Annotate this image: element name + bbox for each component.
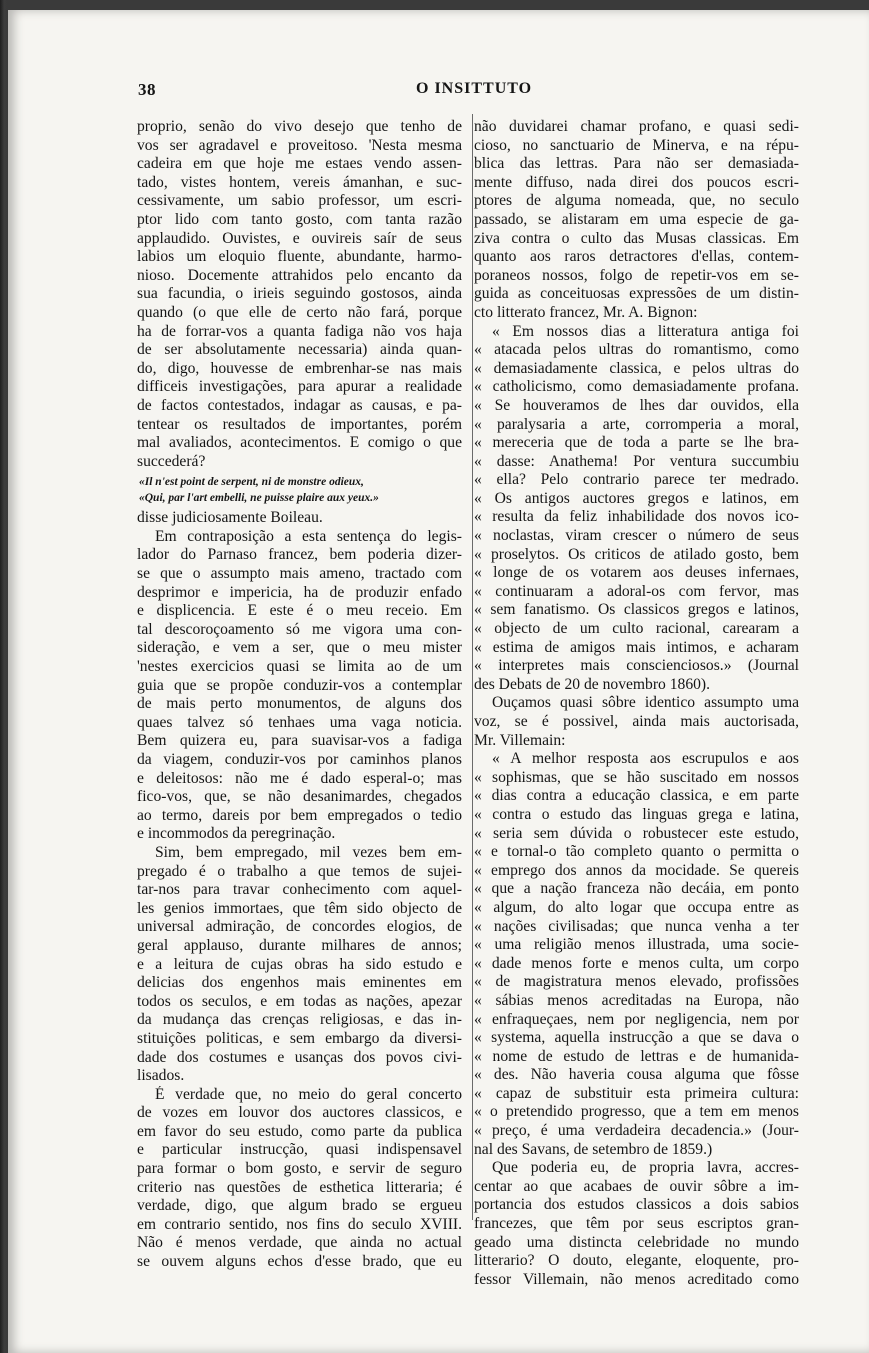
text-line: guia que se propõe conduzir-vos a contemplar — [137, 676, 462, 694]
text-line: disse judiciosamente Boileau. — [137, 509, 323, 527]
text-line: « sem fanatismo. Os classicos gregos e latinos, — [474, 601, 799, 619]
text-line: quando (o que elle de certo não fará, porque — [137, 303, 462, 321]
text-line: « continuaram a adoral-os com fervor, mas — [474, 582, 799, 600]
text-line: desprimor e impericia, ha de produzir enfado — [137, 583, 462, 601]
text-line: « ella? Pelo contrario parece ter medrado. — [474, 471, 799, 489]
text-line: e incommodos da peregrinação. — [137, 825, 336, 843]
text-line: se ouvem alguns echos d'esse brado, que eu — [137, 1253, 462, 1271]
text-line: cessivamente, um sabio professor, um escri- — [137, 192, 462, 210]
text-line: de vozes em louvor dos auctores classicos, e — [137, 1104, 462, 1122]
text-line: tado, vistes hontem, vereis ámanhan, e suc- — [137, 173, 462, 191]
text-line: nal des Savans, de setembro de 1859.) — [474, 1140, 713, 1158]
quotation-bignon — [474, 323, 799, 695]
text-line: Bem quizera eu, para suavisar-vos a fadiga — [137, 732, 462, 750]
text-line: « emprego dos annos da mocidade. Se quereis — [474, 861, 799, 879]
text-line: delicias dos engenhos mais eminentes em — [137, 974, 462, 992]
text-line: de mais perto monumentos, de alguns dos — [137, 695, 462, 713]
paragraph-5 — [137, 1086, 462, 1272]
text-line: « noclastas, viram crescer o número de seus — [474, 527, 799, 545]
text-line: « seria sem dúvida o robustecer este estudo, — [474, 824, 799, 842]
text-line: para formar o bom gosto, e servir de seguro — [137, 1160, 462, 1178]
text-line: ptores de alguma nomeada, que, no seculo — [474, 192, 799, 210]
text-line: « systema, aquella instrucção a que se dava o — [474, 1029, 799, 1047]
text-line: « de magistratura menos elevado, profissões — [474, 973, 799, 991]
text-line: « resulta da feliz inhabilidade dos novos ico- — [474, 508, 799, 526]
text-line: « preço, é uma verdadeira decadencia.» (Jour- — [474, 1122, 799, 1140]
text-line: blica das lettras. Para não ser demasiada- — [474, 155, 799, 173]
text-line: « des. Não haveria cousa alguma que fôsse — [474, 1066, 799, 1084]
text-line: « nações civilisadas; que nunca venha a ter — [474, 917, 799, 935]
text-line: tar-nos para travar conhecimento com aquel- — [137, 881, 462, 899]
right-column — [474, 118, 799, 1289]
text-line: da viagem, conduzir-vos por caminhos planos — [137, 751, 462, 768]
text-line: de ser absolutamente necessaria) ainda quan- — [137, 341, 462, 359]
text-line: «Qui, par l'art embelli, ne puisse plaire aux yeux.» — [139, 492, 379, 505]
text-line: poraneos nossos, folgo de repetir-vos em se- — [474, 266, 799, 284]
text-line: « paralysaria a arte, corromperia a moral, — [474, 415, 799, 433]
text-line: labios um eloquio fluente, abundante, harmo- — [137, 248, 462, 266]
text-line: « Os antigos auctores gregos e latinos, em — [474, 489, 799, 507]
text-line: Não é menos verdade, que ainda no actual — [137, 1234, 462, 1252]
text-line: « enfraqueçaes, nem por negligencia, nem por — [474, 1010, 799, 1028]
text-line: quaes talvez só tenhaes uma vaga noticia. — [137, 713, 462, 731]
text-line: « contra o estudo das linguas grega e latina, — [474, 805, 799, 823]
text-line: proprio, senão do vivo desejo que tenho de — [137, 118, 462, 135]
text-line: verdade, digo, que algum brado se ergueu — [137, 1197, 462, 1215]
text-line: É verdade que, no meio do geral concerto — [155, 1085, 462, 1103]
text-line: Sim, bem empregado, mil vezes bem em- — [155, 843, 462, 861]
text-line: « sophismas, que se hão suscitado em nossos — [474, 768, 799, 786]
text-line: mente diffuso, nada direi dos poucos escri- — [474, 173, 799, 191]
paragraph-2 — [137, 509, 462, 528]
text-line: ao termo, dareis por bem empregados o tedio — [137, 806, 462, 824]
text-line: succederá? — [137, 452, 206, 470]
verse-quotation — [137, 474, 462, 506]
text-line: e a leitura de cujas obras ha sido estudo e — [137, 955, 462, 973]
text-line: pregado é o trabalho a que temos de sujei- — [137, 862, 462, 880]
column-rule — [472, 114, 473, 1220]
text-line: « interpretes mais conscienciosos.» (Journal — [474, 657, 799, 675]
text-line: da mudança das crenças religiosas, e das in- — [137, 1011, 462, 1029]
text-line: guida as conceituosas expressões de um distin- — [474, 285, 799, 303]
text-line: « estima de amigos mais intimos, e acharam — [474, 638, 799, 656]
text-line: « catholicismo, como demasiadamente profana. — [474, 378, 799, 396]
text-line: des Debats de 20 de novembro 1860). — [474, 675, 711, 693]
text-line: « dias contra a educação classica, e em parte — [474, 787, 799, 805]
text-line: em contrario sentido, nos fins do seculo XVIII. — [137, 1215, 462, 1233]
text-line: fessor Villemain, não menos acreditado como — [474, 1270, 799, 1288]
text-line: ha de forrar-vos a quanta fadiga não vos haja — [137, 322, 462, 340]
text-line: les genios immortaes, que têm sido objecto de — [137, 899, 462, 917]
text-line: não duvidarei chamar profano, e quasi sedi- — [474, 118, 799, 135]
text-line: de factos contestados, indagar as causas, e pa- — [137, 396, 462, 414]
text-line: lador do Parnaso francez, bem poderia dizer- — [137, 546, 462, 564]
text-line: lisados. — [137, 1067, 185, 1085]
text-line: ziva contra o culto das Musas classicas. Em — [474, 229, 799, 247]
text-line: vos ser agradavel e proveitoso. 'Nesta mesma — [137, 136, 462, 154]
text-line: « Em nossos dias a litteratura antiga foi — [492, 322, 799, 340]
text-line: « nome de estudo de lettras e de humanida- — [474, 1047, 799, 1065]
text-line: em favor do seu estudo, como parte da publica — [137, 1122, 462, 1140]
text-line: passado, se alistaram em uma especie de ga- — [474, 210, 799, 228]
text-line: « dasse: Anathema! Por ventura succumbiu — [474, 452, 799, 470]
text-line: Que poderia eu, de propria lavra, accres- — [492, 1159, 799, 1177]
text-line: fico-vos, que, se não desanimardes, chegados — [137, 788, 462, 806]
text-line: Em contraposição a esta sentença do legis- — [155, 527, 462, 545]
text-line: ptor lido com tanto gosto, com tanta razão — [137, 210, 462, 228]
text-line: « longe de os votarem aos deuses infernaes, — [474, 564, 799, 582]
text-line: 'nestes exercicios quasi se limita ao de um — [137, 658, 462, 676]
page-number: 38 — [138, 80, 156, 99]
text-line: cto litterato francez, Mr. A. Bignon: — [474, 303, 698, 321]
text-line: stituições politicas, e sem embargo da diversi- — [137, 1029, 462, 1047]
left-column — [137, 118, 462, 1272]
text-line: criterio nas questões de esthetica litteraria; é — [137, 1178, 462, 1196]
text-line: « e tornal-o tão completo quanto o permitta o — [474, 843, 799, 861]
text-line: cioso, no sanctuario de Minerva, e na répu- — [474, 136, 799, 154]
running-head: O INSITTUTO — [416, 80, 533, 97]
paragraph-4 — [137, 844, 462, 1086]
paragraph-2 — [474, 694, 799, 750]
text-line: nioso. Docemente attrahidos pelo encanto da — [137, 266, 462, 284]
text-line: « dade menos forte e menos culta, um corpo — [474, 954, 799, 972]
text-line: « objecto de um culto racional, carearam a — [474, 620, 799, 638]
text-line: geral applauso, durante milhares de annos; — [137, 936, 462, 954]
text-line: geado uma distincta celebridade no mundo — [474, 1233, 799, 1251]
paragraph-3 — [474, 1159, 799, 1289]
text-line: « uma religião menos illustrada, uma socie- — [474, 936, 799, 954]
text-line: centar ao que acabaes de ouvir sôbre a im- — [474, 1177, 799, 1195]
text-line: tal descoroçoamento só me vigora uma con- — [137, 620, 462, 638]
paragraph-1 — [137, 118, 462, 471]
text-line: « Se houveramos de lhes dar ouvidos, ella — [474, 396, 799, 414]
text-line: « atacada pelos ultras do romantismo, como — [474, 341, 799, 359]
text-line: universal admiração, de concordes elogios, de — [137, 918, 462, 936]
text-line: « proselytos. Os criticos de atilado gosto, bem — [474, 545, 799, 563]
text-line: sideração, e vem a ser, que o meu mister — [137, 639, 462, 657]
quotation-villemain — [474, 750, 799, 1159]
text-line: Mr. Villemain: — [474, 731, 566, 749]
text-line: dade dos costumes e usanças dos povos civi- — [137, 1048, 462, 1066]
text-line: quanto aos raros detractores d'ellas, contem- — [474, 248, 799, 266]
text-line: « que a nação franceza não decáia, em ponto — [474, 880, 799, 898]
paragraph-1 — [474, 118, 799, 323]
text-line: sua facundia, o irieis seguindo gostosos, ainda — [137, 285, 462, 303]
text-line: do, digo, houvesse de embrenhar-se nas mais — [137, 359, 462, 377]
text-line: «Il n'est point de serpent, ni de monstre odieux, — [139, 476, 364, 489]
text-line: litterario? O douto, elegante, eloquente, pro- — [474, 1252, 799, 1270]
text-line: francezes, que têm por seus escriptos gran- — [474, 1215, 799, 1233]
text-line: portancia dos estudos classicos a dois sabios — [474, 1196, 799, 1214]
text-line: difficeis investigações, para apurar a realidade — [137, 378, 462, 396]
text-line: e deleitosos: não me é dado esperal-o; mas — [137, 769, 462, 787]
text-line: cadeira em que hoje me estaes vendo assen- — [137, 155, 462, 173]
text-line: e particular instrucção, quasi indispensavel — [137, 1141, 462, 1159]
text-line: « capaz de substituir esta primeira cultura: — [474, 1084, 799, 1102]
text-line: « demasiadamente classica, e pelos ultras do — [474, 359, 799, 377]
text-line: voz, se é possivel, ainda mais auctorisada, — [474, 713, 799, 730]
text-line: se que o assumpto mais ameno, tractado com — [137, 565, 462, 583]
text-line: mal avaliados, acontecimentos. E comigo o que — [137, 434, 462, 452]
paragraph-3 — [137, 528, 462, 844]
text-line: e displicencia. E este é o meu receio. Em — [137, 602, 462, 620]
text-line: « mereceria que de toda a parte se lhe bra- — [474, 434, 799, 452]
text-line: todos os seculos, e em todas as nações, apezar — [137, 992, 462, 1010]
text-line: « sábias menos acreditadas na Europa, não — [474, 991, 799, 1009]
text-line: applaudido. Ouvistes, e ouvireis saír de seus — [137, 229, 462, 247]
book-page — [8, 10, 869, 1353]
text-line: « A melhor resposta aos escrupulos e aos — [492, 750, 799, 768]
text-line: tentear os resultados de importantes, porém — [137, 415, 462, 433]
text-line: « algum, do alto logar que occupa entre as — [474, 898, 799, 916]
text-line: Ouçamos quasi sôbre identico assumpto uma — [492, 694, 799, 712]
text-line: « o pretendido progresso, que a tem em menos — [474, 1103, 799, 1121]
